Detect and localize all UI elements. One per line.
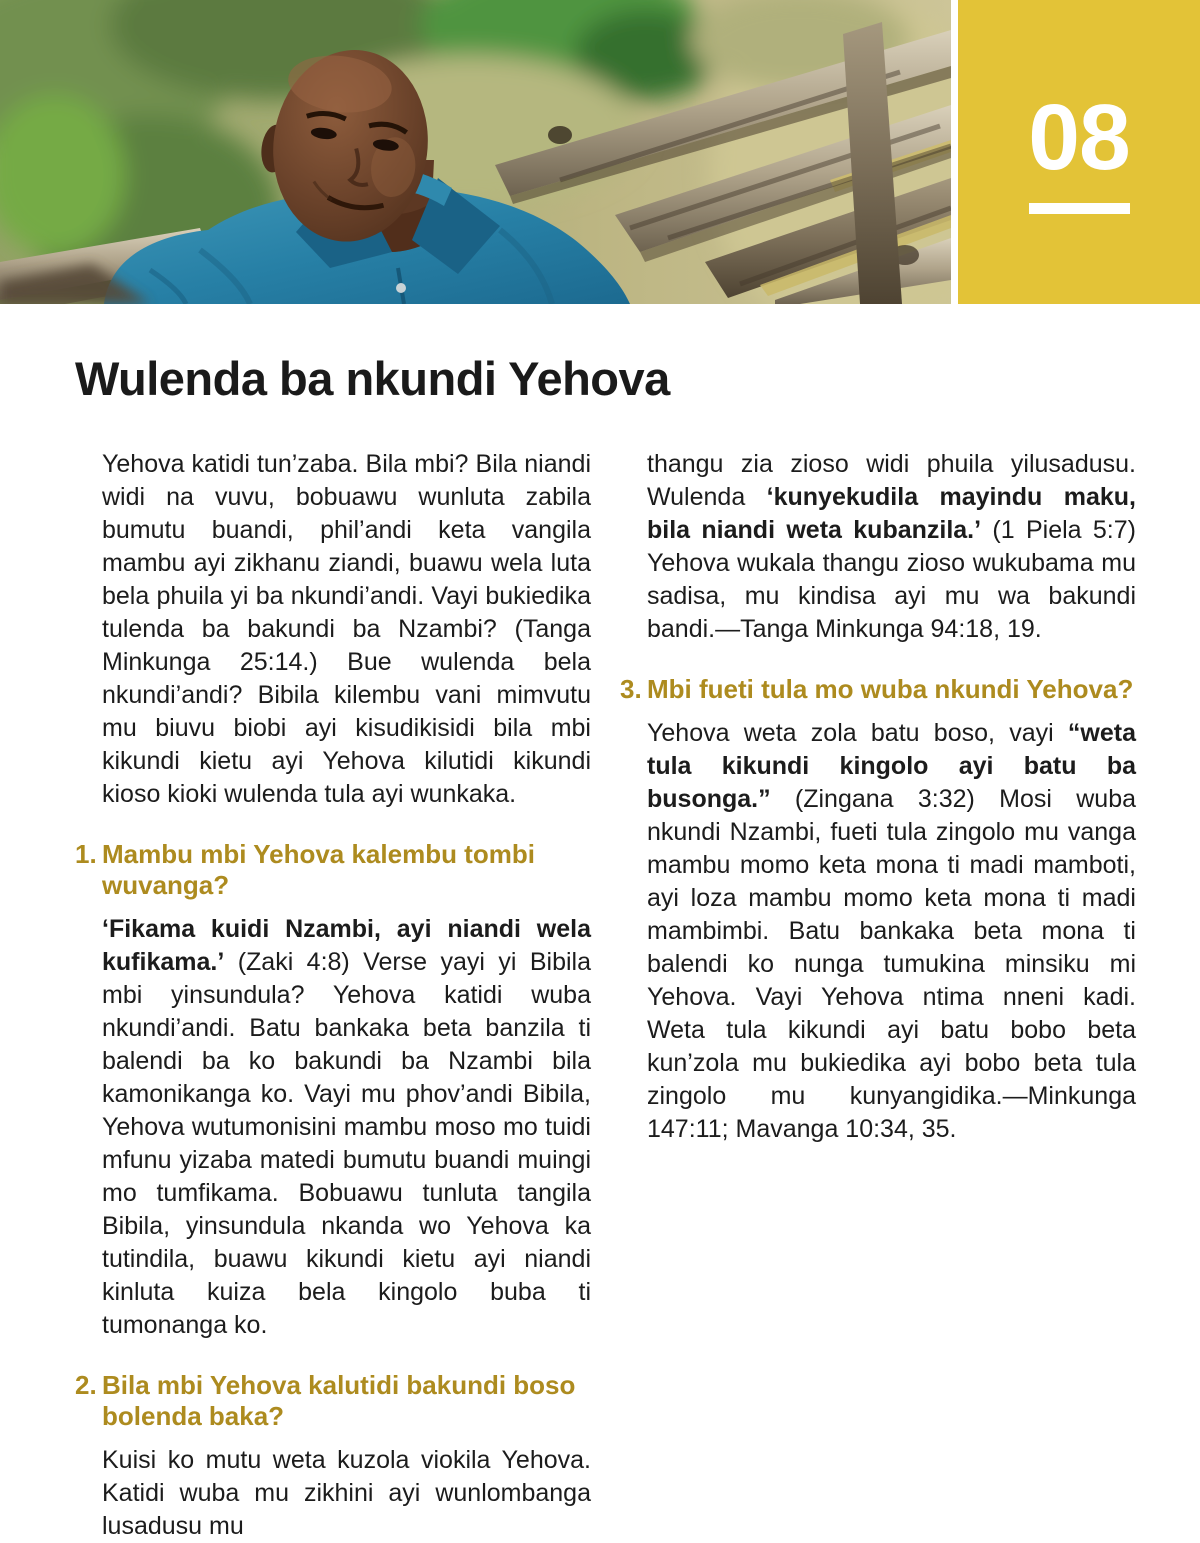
lesson-number: 08 <box>1028 84 1130 189</box>
question-3-number: 3. <box>620 674 642 705</box>
header <box>0 0 1200 304</box>
question-2-scripture-quote: ‘kunyekudila mayindu maku, bila niandi weta kubanzila.’ <box>647 483 1136 545</box>
column-right <box>620 448 1136 1146</box>
question-1-heading <box>75 839 591 901</box>
question-2-paragraph-right <box>647 448 1136 646</box>
question-1-text: Mambu mbi Yehova kalembu tombi wuvanga? <box>102 839 535 901</box>
question-2-number: 2. <box>75 1370 97 1401</box>
question-1-body: (Zaki 4:8) Verse yayi yi Bibila mbi yinsundula? Yehova katidi wuba nkundi’andi. Batu bankaka beta banzila ti balendi ba ko bakundi ba Nzambi bila kamonikanga ko. Vayi mu phov’andi Bibila, Yehova wutumonisini mambu moso mo tuidi mfunu yizaba matedi bumutu buandi muingi mo tumfikama. Bobuawu tunluta tangila Bibila, yinsundula nkanda wo Yehova ka tutindila, buawu kikundi kietu ayi niandi kinluta kuiza bela kingolo buba ti tumonanga ko. <box>102 948 591 1340</box>
lesson-badge <box>958 0 1200 304</box>
question-3-text: Mbi fueti tula mo wuba nkundi Yehova? <box>647 674 1134 705</box>
question-2-body-rest: (1 Piela 5:7) Yehova wukala thangu zioso wukubama mu sadisa, mu kindisa ayi mu wa bakundi bandi.—Tanga Minkunga 94:18, 19. <box>647 516 1136 644</box>
bench-photo-illustration <box>0 0 951 304</box>
hero-photo <box>0 0 951 304</box>
question-2-continuation: thangu zia zioso widi phuila yilusadusu. Wulenda <box>647 450 1136 512</box>
question-3-scripture-quote: “weta tula kikundi kingolo ayi batu ba busonga.” <box>647 719 1136 814</box>
question-2-text: Bila mbi Yehova kalutidi bakundi boso bolenda baka? <box>102 1370 576 1432</box>
column-left <box>75 448 591 1543</box>
article <box>75 448 1136 1543</box>
question-3-lead: Yehova weta zola batu boso, vayi <box>647 719 1068 748</box>
badge-underline <box>1029 203 1130 214</box>
question-1-paragraph <box>102 913 591 1342</box>
question-3-paragraph <box>647 717 1136 1146</box>
question-1-number: 1. <box>75 839 97 870</box>
question-3-heading <box>620 674 1136 705</box>
page-title: Wulenda ba nkundi Yehova <box>75 352 670 405</box>
question-3-body: (Zingana 3:32) Mosi wuba nkundi Nzambi, fueti tula zingolo mu vanga mambu momo keta mona ti madi mamboti, ayi loza mambu momo keta mona ti madi mambimbi. Batu bankaka beta mona ti balendi ko nunga tumukina minsiku mi Yehova. Vayi Yehova ntima nneni kadi. Weta tula kikundi ayi batu bobo beta kun’zola mu bukiedika ayi bobo beta tula zingolo mu kunyangidika.—Minkunga 147:11; Mavanga 10:34, 35. <box>647 785 1136 1144</box>
question-2-heading <box>75 1370 591 1432</box>
intro-paragraph: Yehova katidi tun’zaba. Bila mbi? Bila niandi widi na vuvu, bobuawu wunluta zabila bumutu buandi, phil’andi keta vangila mambu ayi zikhanu ziandi, buawu wela luta bela phuila yi ba nkundi’andi. Vayi bukiedika tulenda ba bakundi ba Nzambi? (Tanga Minkunga 25:14.) Bue wulenda bela nkundi’andi? Bibila kilembu vani mimvutu mu biuvu biobi ayi kisudikisidi bila mbi kikundi kietu ayi Yehova kilutidi kikundi kioso kioki wulenda tula ayi wunkaka. <box>102 450 591 809</box>
question-2-paragraph-left: Kuisi ko mutu weta kuzola viokila Yehova. Katidi wuba mu zikhini ayi wunlombanga lusadusu mu <box>102 1446 591 1541</box>
header-gap <box>951 0 958 304</box>
question-1-scripture-quote: ‘Fikama kuidi Nzambi, ayi niandi wela kufikama.’ <box>102 915 591 977</box>
